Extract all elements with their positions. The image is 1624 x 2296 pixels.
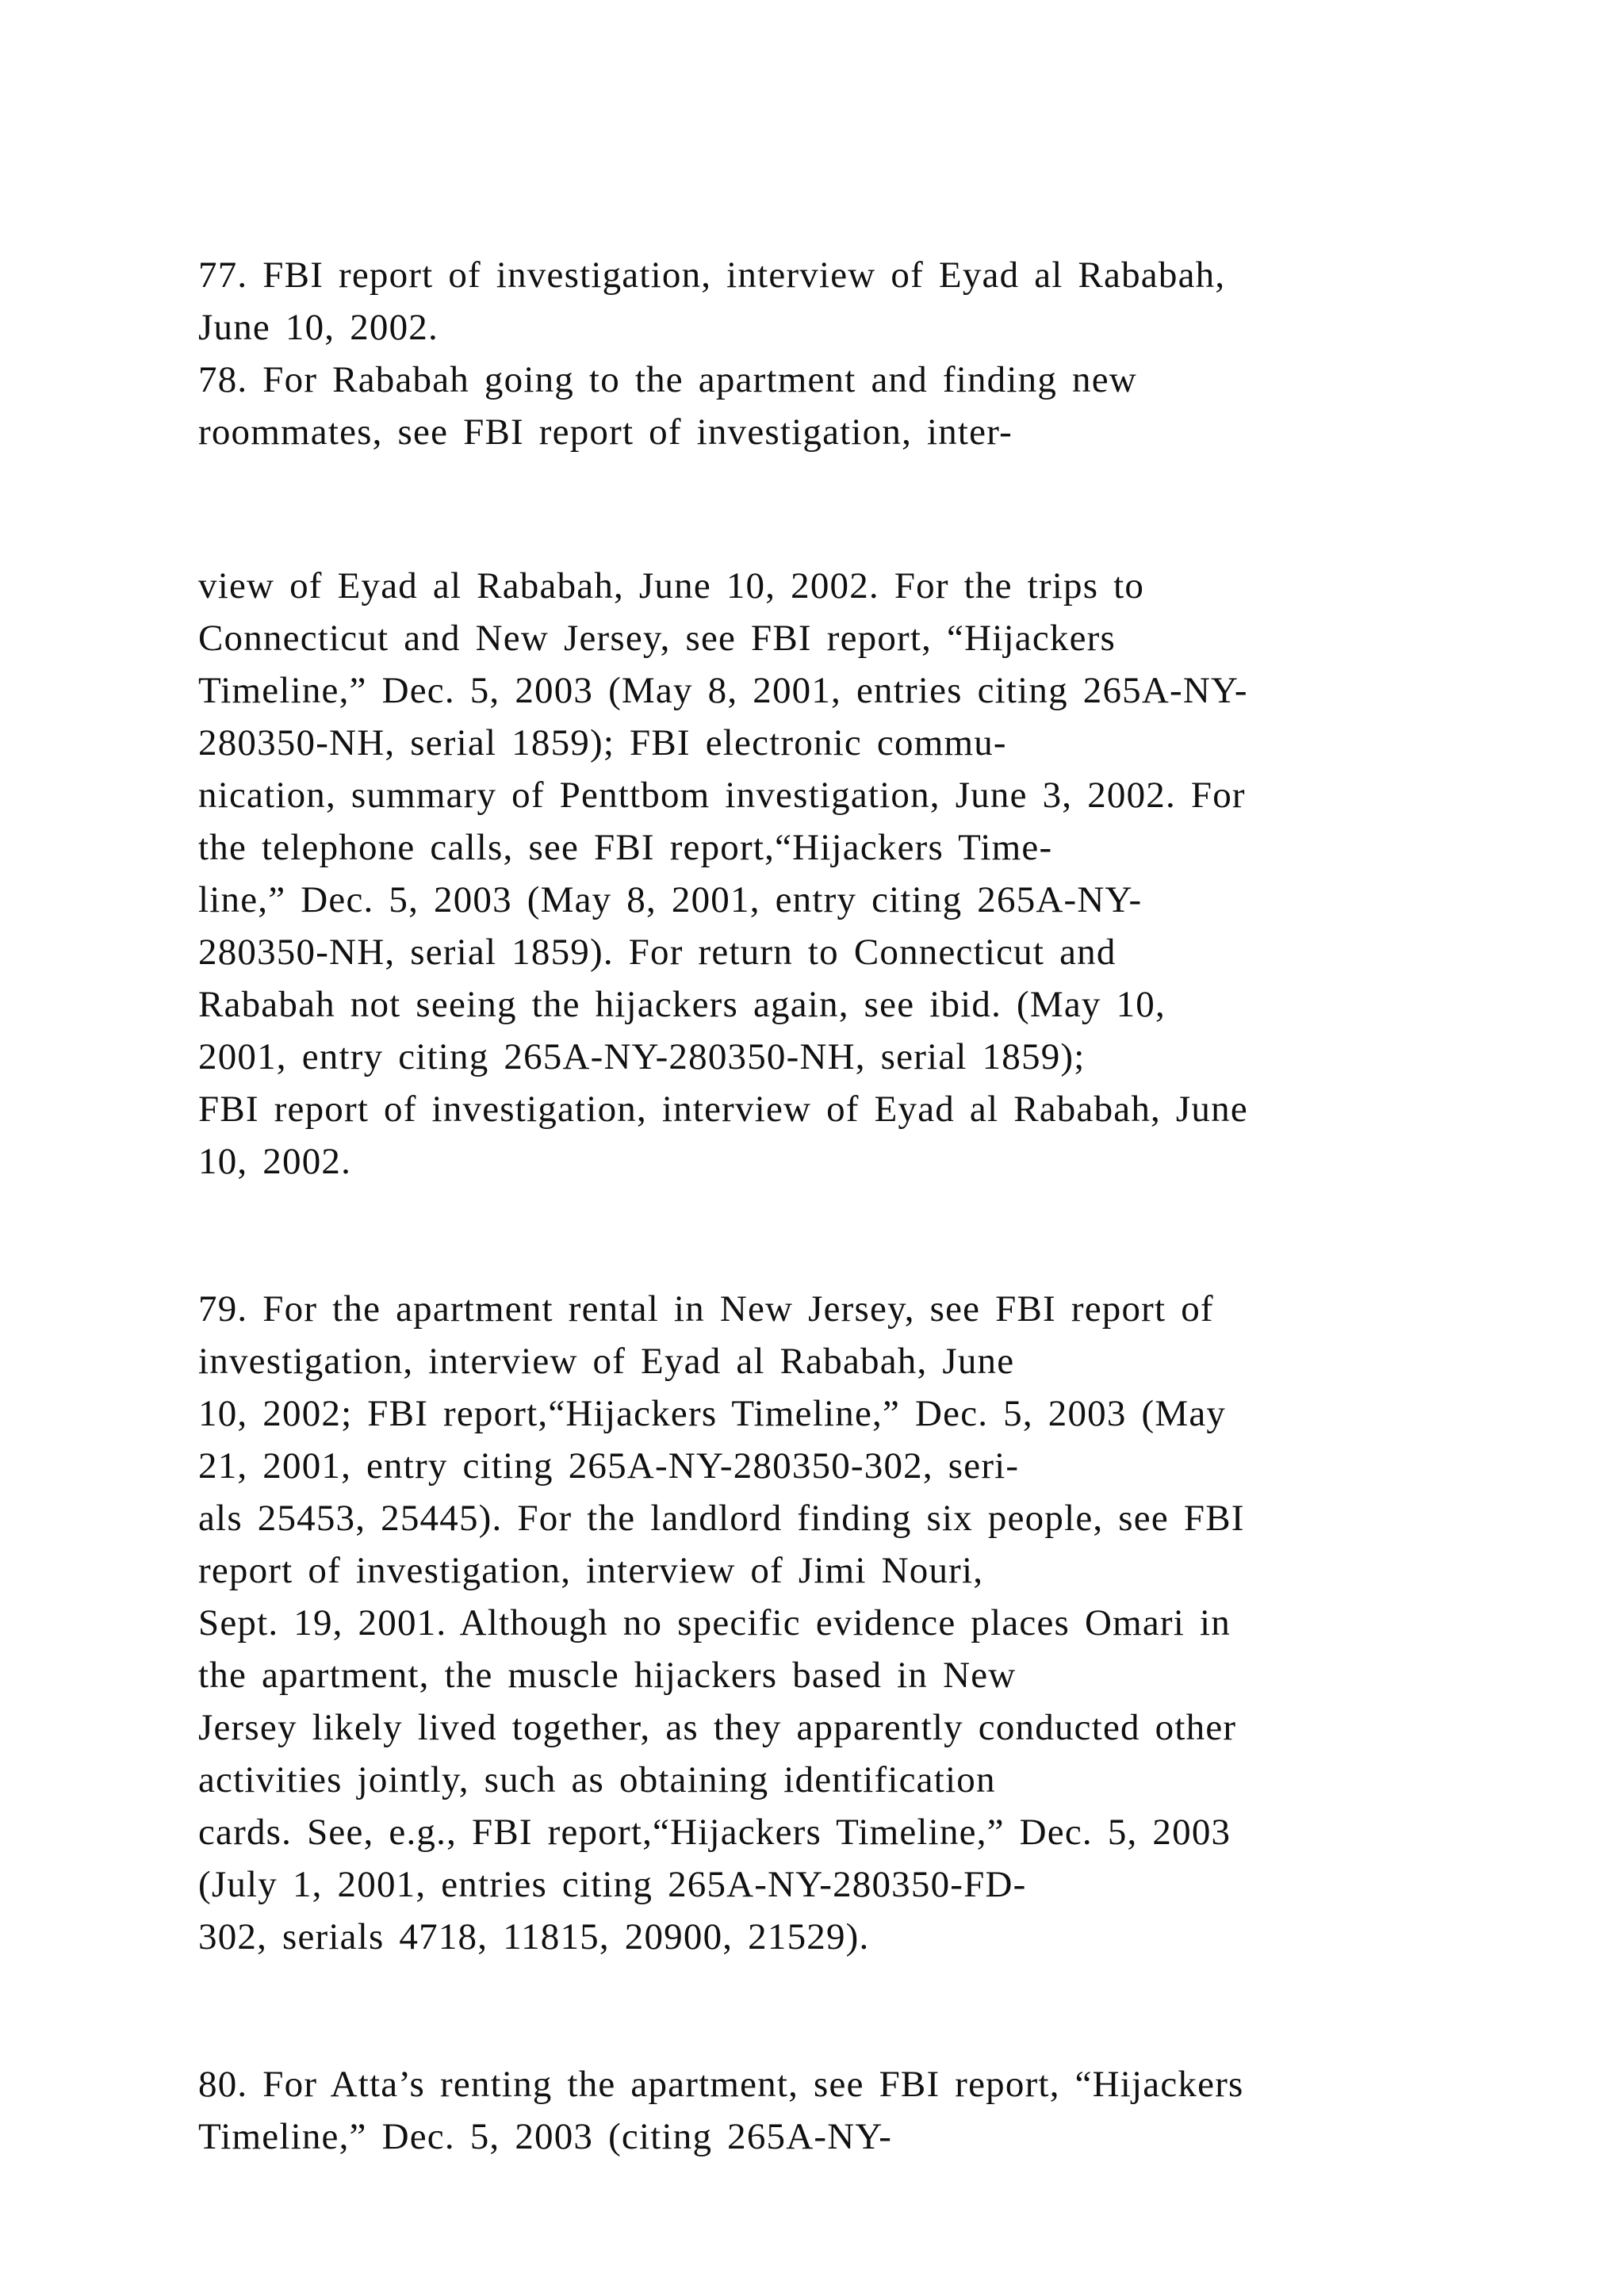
text-line: nication, summary of Penttbom investigation, June 3, 2002. For	[198, 775, 1246, 816]
text-line: 280350-NH, serial 1859). For return to Connecticut and	[198, 932, 1116, 973]
note-77-block	[198, 249, 1483, 458]
text-line: Rababah not seeing the hijackers again, see ibid. (May 10,	[198, 984, 1166, 1025]
text-line: view of Eyad al Rababah, June 10, 2002. For the trips to	[198, 565, 1145, 607]
text-line: report of investigation, interview of Jimi Nouri,	[198, 1550, 984, 1591]
text-line: 10, 2002; FBI report,“Hijackers Timeline,” Dec. 5, 2003 (May	[198, 1393, 1227, 1434]
text-line: 302, serials 4718, 11815, 20900, 21529).	[198, 1916, 870, 1957]
text-line: (July 1, 2001, entries citing 265A-NY-280350-FD-	[198, 1864, 1027, 1905]
text-line: 78. For Rababah going to the apartment and finding new	[198, 359, 1137, 400]
text-line: Sept. 19, 2001. Although no specific evidence places Omari in	[198, 1602, 1231, 1644]
note-80-block	[198, 2058, 1483, 2163]
text-line: activities jointly, such as obtaining identification	[198, 1759, 996, 1800]
text-line: the apartment, the muscle hijackers based in New	[198, 1655, 1017, 1696]
text-line: 80. For Atta’s renting the apartment, see FBI report, “Hijackers	[198, 2064, 1244, 2105]
text-line: 77. FBI report of investigation, interview of Eyad al Rababah,	[198, 254, 1226, 296]
paragraph-gap	[198, 458, 1483, 560]
text-line: 79. For the apartment rental in New Jersey, see FBI report of	[198, 1288, 1214, 1330]
text-line: 2001, entry citing 265A-NY-280350-NH, serial 1859);	[198, 1036, 1086, 1077]
paragraph-gap	[198, 1188, 1483, 1283]
note-79-block	[198, 1283, 1483, 1963]
text-line: June 10, 2002.	[198, 307, 439, 348]
note-78-continuation-block	[198, 560, 1483, 1188]
text-line: cards. See, e.g., FBI report,“Hijackers Timeline,” Dec. 5, 2003	[198, 1812, 1231, 1853]
text-line: als 25453, 25445). For the landlord finding six people, see FBI	[198, 1498, 1245, 1539]
text-line: 10, 2002.	[198, 1141, 352, 1182]
text-line: line,” Dec. 5, 2003 (May 8, 2001, entry citing 265A-NY-	[198, 879, 1143, 920]
paragraph-gap	[198, 1963, 1483, 2058]
text-line: roommates, see FBI report of investigation, inter-	[198, 411, 1013, 453]
text-line: investigation, interview of Eyad al Rababah, June	[198, 1341, 1015, 1382]
text-line: Timeline,” Dec. 5, 2003 (citing 265A-NY-	[198, 2116, 893, 2157]
text-line: 21, 2001, entry citing 265A-NY-280350-302, seri-	[198, 1445, 1020, 1487]
text-line: Jersey likely lived together, as they apparently conducted other	[198, 1707, 1237, 1748]
text-line: the telephone calls, see FBI report,“Hijackers Time-	[198, 827, 1053, 868]
text-line: FBI report of investigation, interview of Eyad al Rababah, June	[198, 1089, 1248, 1130]
text-line: Connecticut and New Jersey, see FBI report, “Hijackers	[198, 618, 1116, 659]
endnotes-text	[198, 249, 1483, 2163]
text-line: Timeline,” Dec. 5, 2003 (May 8, 2001, entries citing 265A-NY-	[198, 670, 1248, 711]
text-line: 280350-NH, serial 1859); FBI electronic commu-	[198, 722, 1007, 763]
